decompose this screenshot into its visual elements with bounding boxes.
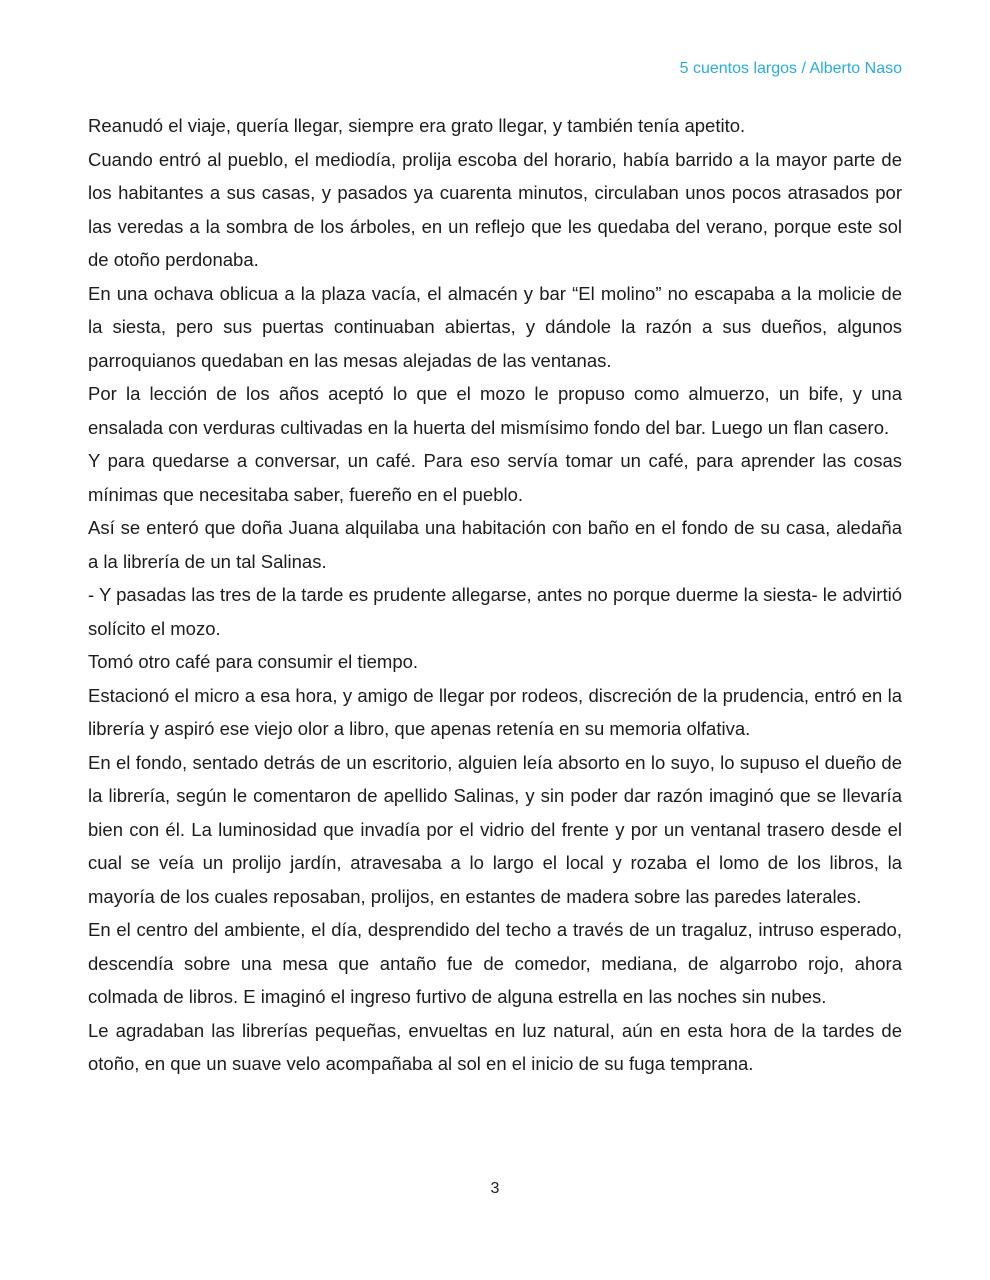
paragraph: Le agradaban las librerías pequeñas, envueltas en luz natural, aún en esta hora de la tardes de otoño, en que un suave velo acompañaba al sol en el inicio de su fuga temprana. [88, 1019, 902, 1074]
paragraph: - Y pasadas las tres de la tarde es prudente allegarse, antes no porque duerme la siesta- le advirtió solícito el mozo. [88, 584, 902, 639]
paragraph: Cuando entró al pueblo, el mediodía, prolija escoba del horario, había barrido a la mayor parte de los habitantes a sus casas, y pasados ya cuarenta minutos, circulaban unos pocos atrasados por las veredas a la sombra de los árboles, en un reflejo que les quedaba del verano, porque este sol de otoño perdonaba. [88, 148, 902, 270]
paragraph: En el centro del ambiente, el día, desprendido del techo a través de un tragaluz, intruso esperado, descendía sobre una mesa que antaño fue de comedor, mediana, de algarrobo rojo, ahora colmada de libros. E imaginó el ingreso furtivo de alguna estrella en las noches sin nubes. [88, 919, 902, 1007]
paragraph: Así se enteró que doña Juana alquilaba una habitación con baño en el fondo de su casa, aledaña a la librería de un tal Salinas. [88, 517, 902, 572]
paragraph: Por la lección de los años aceptó lo que el mozo le propuso como almuerzo, un bife, y una ensalada con verduras cultivadas en la huerta del mismísimo fondo del bar. Luego un flan casero. [88, 383, 902, 438]
story-text [88, 109, 902, 1081]
paragraph: Estacionó el micro a esa hora, y amigo de llegar por rodeos, discreción de la prudencia, entró en la librería y aspiró ese viejo olor a libro, que apenas retenía en su memoria olfativa. [88, 684, 902, 739]
paragraph: En una ochava oblicua a la plaza vacía, el almacén y bar “El molino” no escapaba a la molicie de la siesta, pero sus puertas continuaban abiertas, y dándole la razón a sus dueños, algunos parroquianos quedaban en las mesas alejadas de las ventanas. [88, 282, 902, 371]
page-number: 3 [490, 1180, 500, 1197]
paragraph: Y para quedarse a conversar, un café. Para eso servía tomar un café, para aprender las cosas mínimas que necesitaba saber, fuereño en el pueblo. [88, 450, 902, 505]
paragraph: Tomó otro café para consumir el tiempo. [88, 651, 419, 672]
paragraph: Reanudó el viaje, quería llegar, siempre era grato llegar, y también tenía apetito. [88, 115, 746, 136]
running-header: 5 cuentos largos / Alberto Naso [679, 60, 902, 77]
paragraph: En el fondo, sentado detrás de un escritorio, alguien leía absorto en lo suyo, lo supuso el dueño de la librería, según le comentaron de apellido Salinas, y sin poder dar razón imaginó que se llevaría bien con él. La luminosidad que invadía por el vidrio del frente y por un ventanal trasero desde el cual se veía un prolijo jardín, atravesaba a lo largo el local y rozaba el lomo de los libros, la mayoría de los cuales reposaban, prolijos, en estantes de madera sobre las paredes laterales. [88, 751, 902, 907]
